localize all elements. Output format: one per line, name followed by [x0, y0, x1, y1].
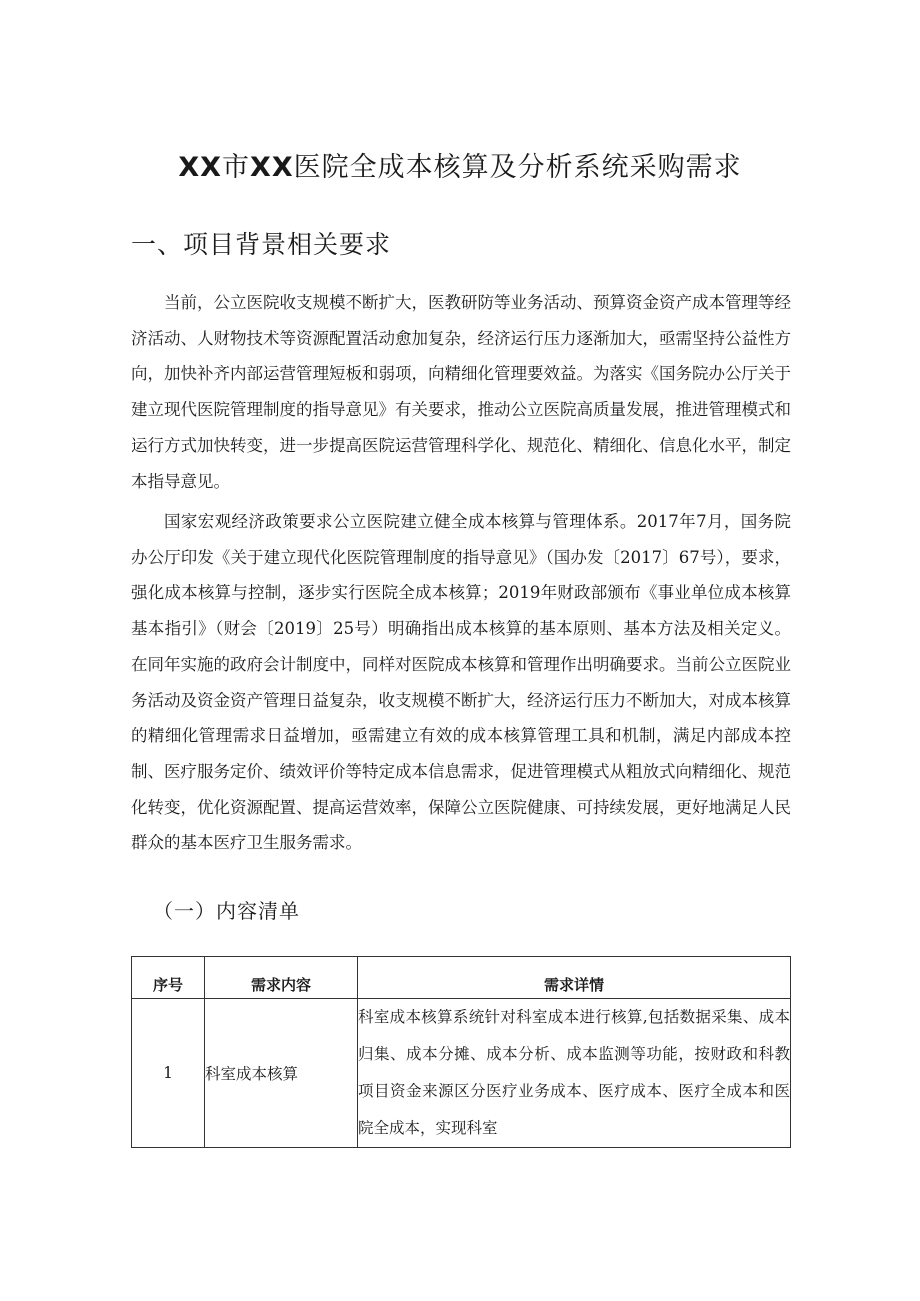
header-content: 需求内容: [205, 957, 358, 999]
header-detail: 需求详情: [358, 957, 791, 999]
row-number: 1: [132, 999, 205, 1148]
paragraph-1: 当前，公立医院收支规模不断扩大，医教研防等业务活动、预算资金资产成本管理等经济活动、人财物技术等资源配置活动愈加复杂，经济运行压力逐渐加大，亟需坚持公益性方向，加快补齐内部运营管理短板和弱项，向精细化管理要效益。为落实《国务院办公厅关于建立现代医院管理制度的指导意见》有关要求，推动公立医院高质量发展，推进管理模式和运行方式加快转变，进一步提高医院运营管理科学化、规范化、精细化、信息化水平，制定本指导意见。: [131, 293, 791, 491]
section1-heading: 一、项目背景相关要求: [131, 230, 392, 259]
header-number: 序号: [132, 957, 205, 999]
title-xx-2: XX: [250, 152, 294, 183]
title-city: 市: [222, 152, 250, 183]
table-header-row: [132, 957, 791, 999]
paragraph-2: 国家宏观经济政策要求公立医院建立健全成本核算与管理体系。2017年7月，国务院办公厅印发《关于建立现代化医院管理制度的指导意见》（国办发〔2017〕67号），要求，强化成本核算与控制，逐步实行医院全成本核算；2019年财政部颁布《事业单位成本核算基本指引》（财会〔2019〕25号）明确指出成本核算的基本原则、基本方法及相关定义。在同年实施的政府会计制度中，同样对医院成本核算和管理作出明确要求。当前公立医院业务活动及资金资产管理日益复杂，收支规模不断扩大，经济运行压力不断加大，对成本核算的精细化管理需求日益增加，亟需建立有效的成本核算管理工具和机制，满足内部成本控制、医疗服务定价、绩效评价等特定成本信息需求，促进管理模式从粗放式向精细化、规范化转变，优化资源配置、提高运营效率，保障公立医院健康、可持续发展，更好地满足人民群众的基本医疗卫生服务需求。: [131, 512, 791, 853]
title-rest: 医院全成本核算及分析系统采购需求: [293, 152, 742, 183]
row-detail: 科室成本核算系统针对科室成本进行核算,包括数据采集、成本归集、成本分摊、成本分析、成本监测等功能，按财政和科教项目资金来源区分医疗业务成本、医疗成本、医疗全成本和医院全成本，实现科室: [358, 999, 791, 1148]
row-content: 科室成本核算: [205, 999, 358, 1148]
title-xx-1: XX: [178, 152, 222, 183]
subsection-heading: （一）内容清单: [153, 899, 300, 923]
table-row: [132, 999, 791, 1148]
document-title: [0, 145, 920, 184]
requirements-table: [131, 956, 791, 1148]
